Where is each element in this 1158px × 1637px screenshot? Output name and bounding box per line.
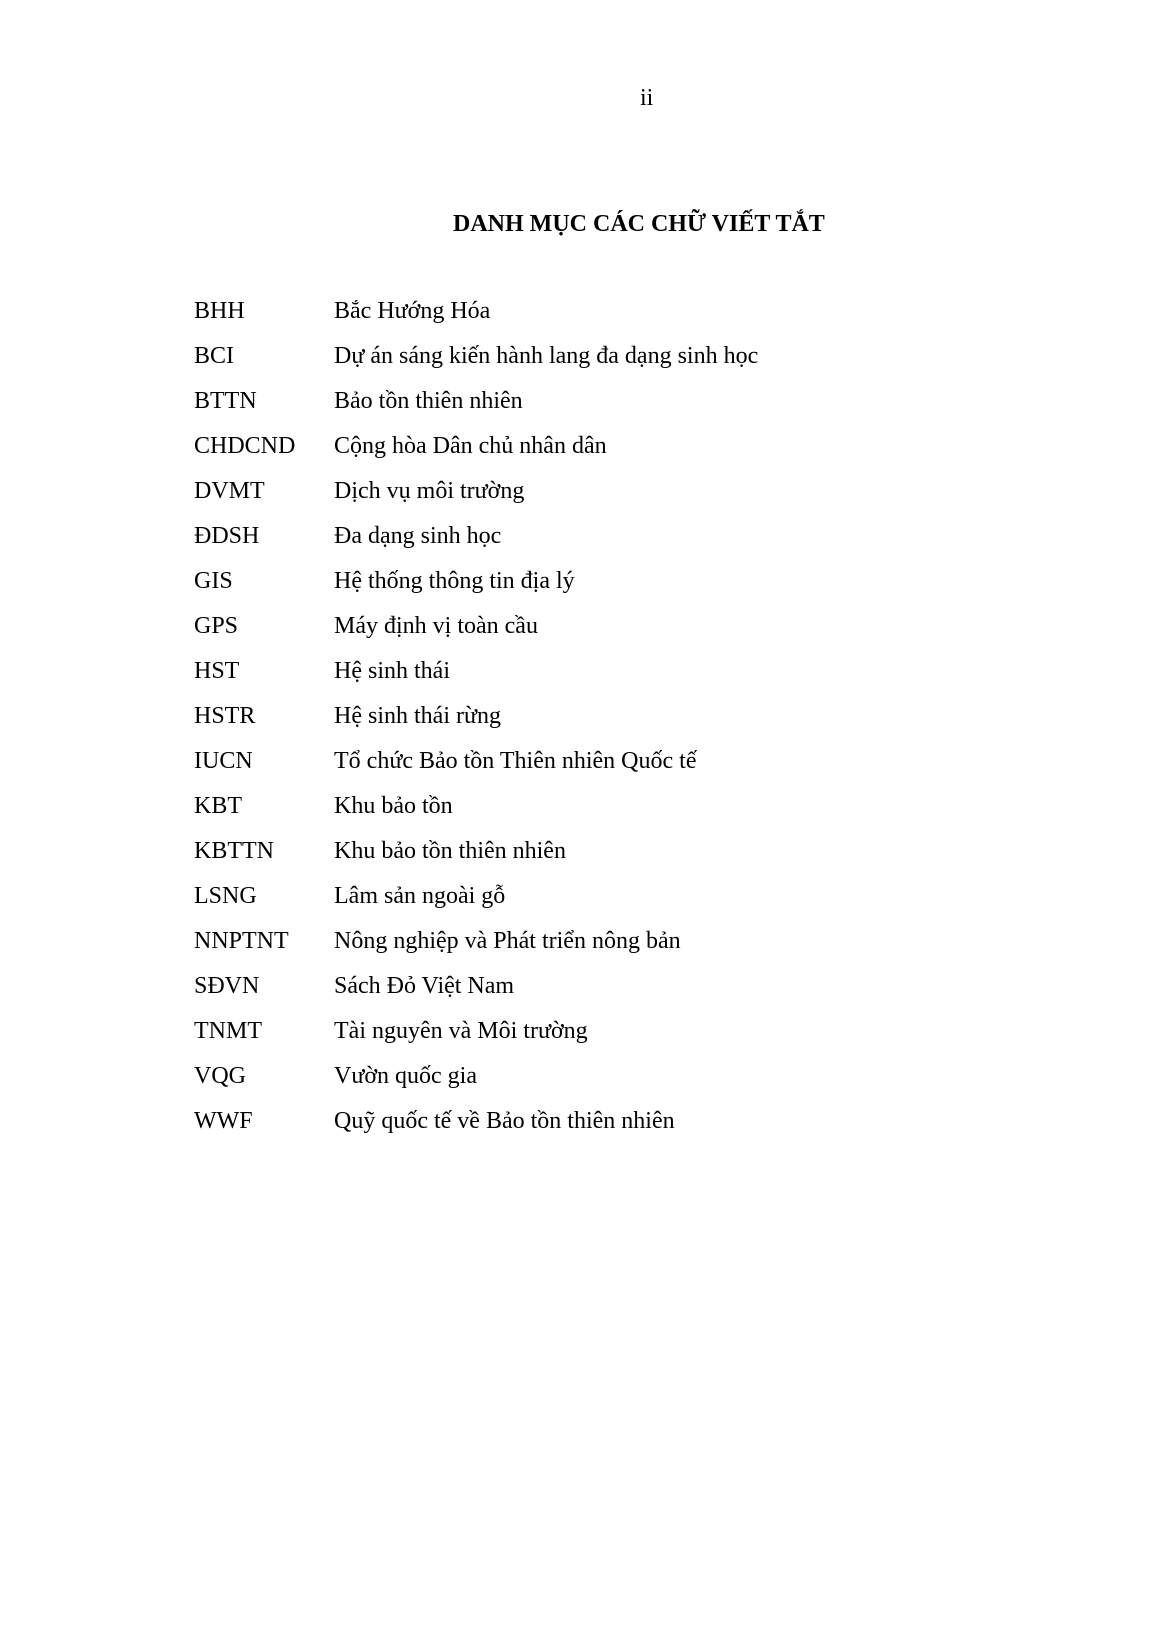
abbreviation-row <box>194 926 1094 971</box>
abbreviation-code: BTTN <box>194 388 257 414</box>
abbreviation-code: IUCN <box>194 748 253 774</box>
abbreviation-row <box>194 746 1094 791</box>
abbreviation-code: DVMT <box>194 478 265 504</box>
abbreviation-meaning: Hệ thống thông tin địa lý <box>334 568 575 594</box>
abbreviation-code: NNPTNT <box>194 928 289 954</box>
abbreviation-row <box>194 296 1094 341</box>
abbreviation-code: VQG <box>194 1063 246 1089</box>
abbreviation-row <box>194 386 1094 431</box>
abbreviation-row <box>194 476 1094 521</box>
abbreviation-list <box>194 296 1094 1151</box>
abbreviation-code: CHDCND <box>194 433 296 459</box>
abbreviation-row <box>194 836 1094 881</box>
abbreviation-meaning: Tổ chức Bảo tồn Thiên nhiên Quốc tế <box>334 748 697 774</box>
abbreviation-meaning: Vườn quốc gia <box>334 1063 478 1089</box>
page-title: DANH MỤC CÁC CHỮ VIẾT TẮT <box>453 211 825 237</box>
abbreviation-row <box>194 701 1094 746</box>
abbreviation-meaning: Lâm sản ngoài gỗ <box>334 883 506 909</box>
abbreviation-row <box>194 341 1094 386</box>
abbreviation-meaning: Khu bảo tồn thiên nhiên <box>334 838 566 864</box>
abbreviation-row <box>194 1106 1094 1151</box>
abbreviation-meaning: Bảo tồn thiên nhiên <box>334 388 523 414</box>
abbreviation-code: KBTTN <box>194 838 274 864</box>
abbreviation-row <box>194 881 1094 926</box>
abbreviation-meaning: Nông nghiệp và Phát triển nông bản <box>334 928 681 954</box>
abbreviation-code: BCI <box>194 343 235 369</box>
abbreviation-meaning: Máy định vị toàn cầu <box>334 613 538 639</box>
page-number: ii <box>640 85 654 111</box>
abbreviation-meaning: Tài nguyên và Môi trường <box>334 1018 588 1044</box>
abbreviation-row <box>194 566 1094 611</box>
abbreviation-row <box>194 1016 1094 1061</box>
abbreviation-row <box>194 1061 1094 1106</box>
abbreviation-code: GIS <box>194 568 233 594</box>
abbreviation-row <box>194 521 1094 566</box>
abbreviation-code: GPS <box>194 613 239 639</box>
abbreviation-meaning: Hệ sinh thái <box>334 658 450 684</box>
abbreviation-meaning: Dịch vụ môi trường <box>334 478 525 504</box>
abbreviation-meaning: Quỹ quốc tế về Bảo tồn thiên nhiên <box>334 1108 675 1134</box>
abbreviation-meaning: Sách Đỏ Việt Nam <box>334 973 515 999</box>
abbreviation-row <box>194 971 1094 1016</box>
abbreviation-meaning: Cộng hòa Dân chủ nhân dân <box>334 433 607 459</box>
abbreviation-code: KBT <box>194 793 242 819</box>
abbreviation-meaning: Dự án sáng kiến hành lang đa dạng sinh học <box>334 343 759 369</box>
abbreviation-meaning: Đa dạng sinh học <box>334 523 502 549</box>
abbreviation-meaning: Bắc Hướng Hóa <box>334 298 491 324</box>
abbreviation-row <box>194 431 1094 476</box>
abbreviation-code: SĐVN <box>194 973 260 999</box>
abbreviation-code: TNMT <box>194 1018 262 1044</box>
abbreviation-code: ĐDSH <box>194 523 260 549</box>
abbreviation-code: LSNG <box>194 883 257 909</box>
abbreviation-row <box>194 656 1094 701</box>
abbreviation-meaning: Hệ sinh thái rừng <box>334 703 501 729</box>
abbreviation-row <box>194 791 1094 836</box>
abbreviation-code: HST <box>194 658 240 684</box>
abbreviation-code: BHH <box>194 298 245 324</box>
abbreviation-code: WWF <box>194 1108 253 1134</box>
abbreviation-row <box>194 611 1094 656</box>
abbreviation-meaning: Khu bảo tồn <box>334 793 453 819</box>
abbreviation-code: HSTR <box>194 703 256 729</box>
